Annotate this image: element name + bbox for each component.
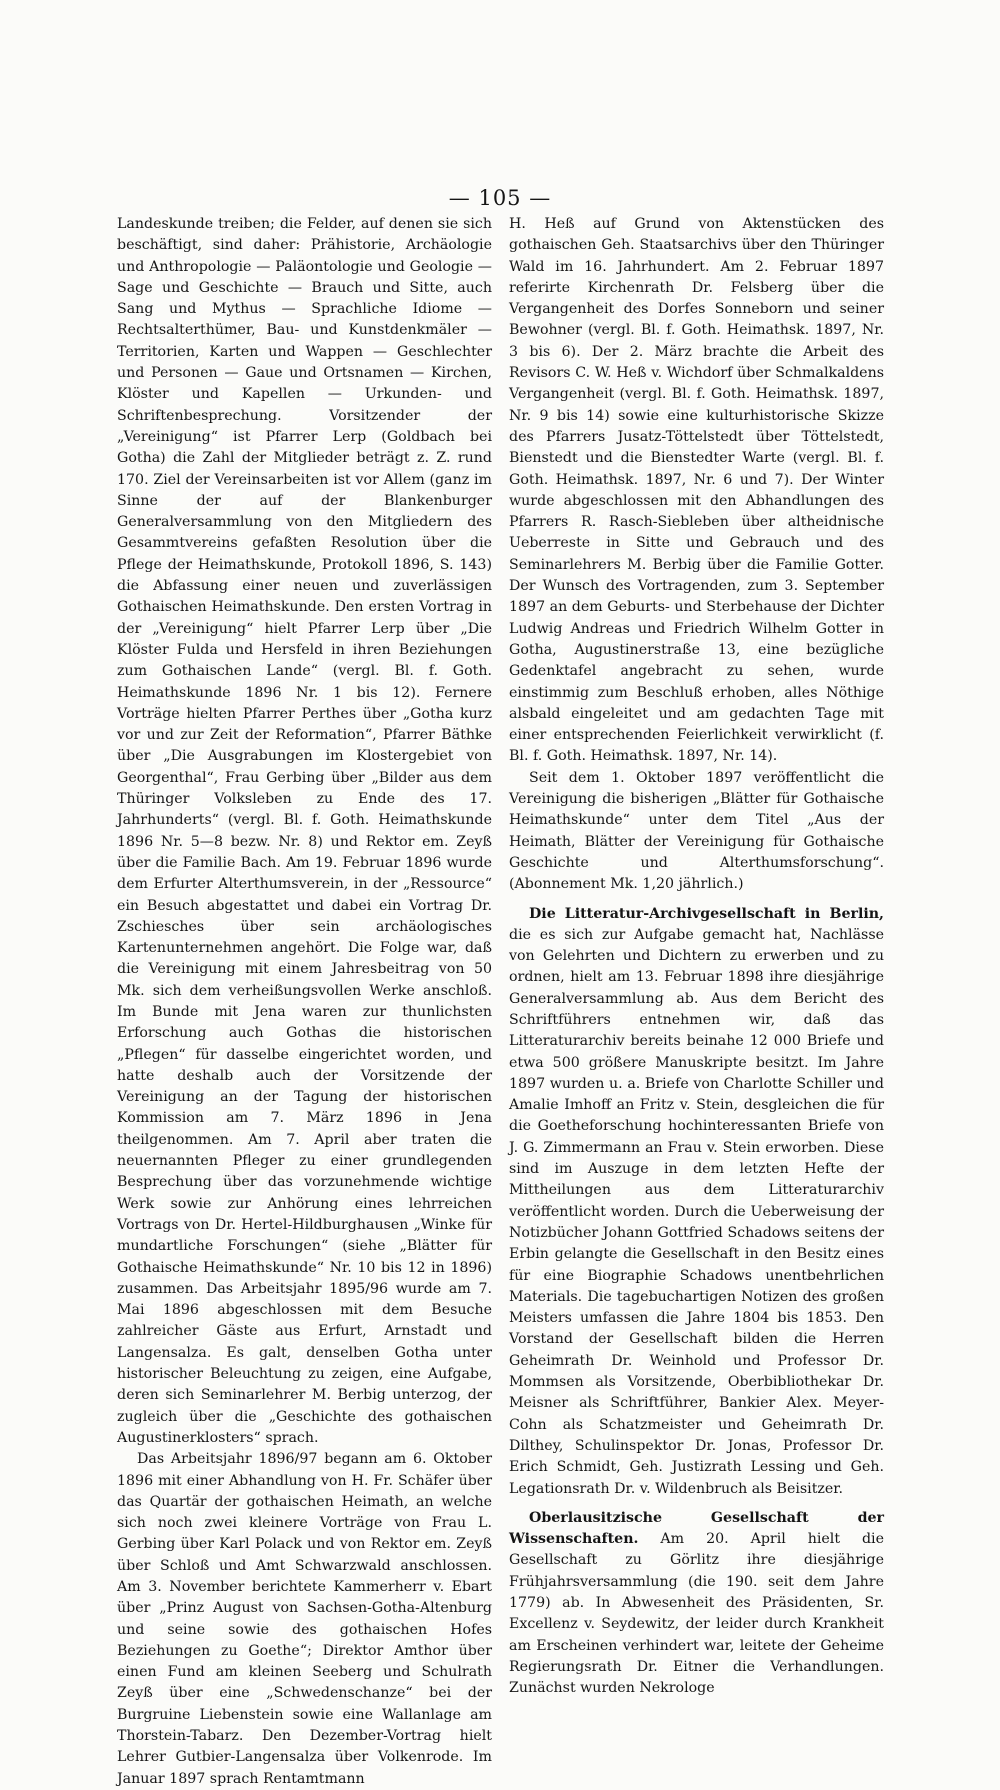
section-text: Am 20. April hielt die Gesellschaft zu Görlitz ihre diesjährige Frühjahrsversammlung (die 190. seit dem Jahre 1779) ab. In Abwesenheit des Präsidenten, Sr. Excellenz v. Seydewitz, der leider durch Krankheit am Erscheinen verhindert war, leitete der Geheime Regierungsrath Dr. Eitner die Verhandlungen. Zunächst wurden Nekrologe — [509, 1531, 884, 1697]
paragraph: Landeskunde treiben; die Felder, auf denen sie sich beschäftigt, sind daher: Prähistorie, Archäologie und Anthropologie — Paläontologie und Geologie — Sage und Geschichte — Brauch und Sitte, auch Sang und Mythus — Sprachliche Idiome — Rechtsalterthümer, Bau- und Kunstdenkmäler — Territorien, Karten und Wappen — Geschlechter und Personen — Gaue und Ortsnamen — Kirchen, Klöster und Kapellen — Urkunden- und Schriftenbesprechung. Vorsitzender der „Vereinigung“ ist Pfarrer Lerp (Goldbach bei Gotha) die Zahl der Mitglieder beträgt z. Z. rund 170. Ziel der Vereinsarbeiten ist vor Allem (ganz im Sinne der auf der Blankenburger Generalversammlung von den Mitgliedern des Gesammtvereins gefaßten Resolution über die Pflege der Heimathskunde, Protokoll 1896, S. 143) die Abfassung einer neuen und zuverlässigen Gothaischen Heimathskunde. Den ersten Vortrag in der „Vereinigung“ hielt Pfarrer Lerp über „Die Klöster Fulda und Hersfeld in ihren Beziehungen zum Gothaischen Lande“ (vergl. Bl. f. Goth. Heimathskunde 1896 Nr. 1 bis 12). Fernere Vorträge hielten Pfarrer Perthes über „Gotha kurz vor und zur Zeit der Reformation“, Pfarrer Bäthke über „Die Ausgrabungen im Klostergebiet von Georgenthal“, Frau Gerbing über „Bilder aus dem Thüringer Volksleben zu Ende des 17. Jahrhunderts“ (vergl. Bl. f. Goth. Heimathskunde 1896 Nr. 5—8 bezw. Nr. 8) und Rektor em. Zeyß über die Familie Bach. Am 19. Februar 1896 wurde dem Erfurter Alterthumsverein, in der „Ressource“ ein Besuch abgestattet und dabei ein Vortrag Dr. Zschiesches über sein archäologisches Kartenunternehmen angehört. Die Folge war, daß die Vereinigung mit einem Jahresbeitrag von 50 Mk. sich dem verheißungsvollen Werke anschloß. Im Bunde mit Jena waren zur thunlichsten Erforschung auch Gothas die historischen „Pflegen“ für dasselbe eingerichtet worden, und hatte deshalb auch der Vorsitzende der Vereinigung an der Tagung der historischen Kommission am 7. März 1896 in Jena theilgenommen. Am 7. April aber traten die neuernannten Pfleger zu einer grundlegenden Besprechung über das vorzunehmende wichtige Werk sowie zur Anhörung eines lehrreichen Vortrags von Dr. Hertel-Hildburghausen „Winke für mundartliche Forschungen“ (siehe „Blätter für Gothaische Heimathskunde“ Nr. 10 bis 12 in 1896) zusammen. Das Arbeitsjahr 1895/96 wurde am 7. Mai 1896 abgeschlossen mit dem Besuche zahlreicher Gäste aus Erfurt, Arnstadt und Langensalza. Es galt, denselben Gotha unter historischer Beleuchtung zu zeigen, eine Aufgabe, deren sich Seminarlehrer M. Berbig unterzog, der zugleich über die „Geschichte des gothaischen Augustinerklosters“ sprach. — [117, 216, 492, 1446]
section-heading: Die Litteratur-Archivgesellschaft in Berlin, — [529, 905, 884, 922]
section-heading: Oberlausitzische Gesellschaft der Wissenschaften. — [509, 1509, 884, 1548]
paragraph: H. Heß auf Grund von Aktenstücken des gothaischen Geh. Staatsarchivs über den Thüringer Wald im 16. Jahrhundert. Am 2. Februar 1897 referirte Kirchenrath Dr. Felsberg über die Vergangenheit des Dorfes Sonneborn und seiner Bewohner (vergl. Bl. f. Goth. Heimathsk. 1897, Nr. 3 bis 6). Der 2. März brachte die Arbeit des Revisors C. W. Heß v. Wichdorf über Schmalkaldens Vergangenheit (vergl. Bl. f. Goth. Heimathsk. 1897, Nr. 9 bis 14) sowie eine kulturhistorische Skizze des Pfarrers Jusatz-Töttelstedt über Töttelstedt, Bienstedt und die Bienstedter Warte (vergl. Bl. f. Goth. Heimathsk. 1897, Nr. 6 und 7). Der Winter wurde abgeschlossen mit den Abhandlungen des Pfarrers R. Rasch-Siebleben über altheidnische Ueberreste in Sitte und Gebrauch und des Seminarlehrers M. Berbig über die Familie Gotter. Der Wunsch des Vortragenden, zum 3. September 1897 an dem Geburts- und Sterbehause der Dichter Ludwig Andreas und Friedrich Wilhelm Gotter in Gotha, Augustinerstraße 13, eine bezügliche Gedenktafel angebracht zu sehen, wurde einstimmig zum Beschluß erhoben, alles Nöthige alsbald eingeleitet und am gedachten Tage mit einer entsprechenden Feierlichkeit verwirklicht (f. Bl. f. Goth. Heimathsk. 1897, Nr. 14). — [509, 216, 884, 765]
section-text: die es sich zur Aufgabe gemacht hat, Nachlässe von Gelehrten und Dichtern zu erwerben und zu ordnen, hielt am 13. Februar 1898 ihre diesjährige Generalversammlung ab. Aus dem Bericht des Schriftführers entnehmen wir, daß das Litteraturarchiv bereits beinahe 12 000 Briefe und etwa 500 größere Manuskripte besitzt. Im Jahre 1897 wurden u. a. Briefe von Charlotte Schiller und Amalie Imhoff an Fritz v. Stein, desgleichen die für die Goetheforschung hochinteressanten Briefe von J. G. Zimmermann an Frau v. Stein erworben. Diese sind im Auszuge in dem letzten Hefte der Mittheilungen aus dem Litteraturarchiv veröffentlicht worden. Durch die Ueberweisung der Notizbücher Johann Gottfried Schadows seitens der Erbin gelangte die Gesellschaft in den Besitz eines für eine Biographie Schadows unentbehrlichen Materials. Die tagebuchartigen Notizen des großen Meisters umfassen die Jahre 1804 bis 1853. Den Vorstand der Gesellschaft bilden die Herren Geheimrath Dr. Weinhold und Professor Dr. Mommsen als Vorsitzende, Oberbibliothekar Dr. Meisner als Schriftführer, Bankier Alex. Meyer-Cohn als Schatzmeister und Geheimrath Dr. Dilthey, Schulinspektor Dr. Jonas, Professor Dr. Erich Schmidt, Geh. Justizrath Lessing und Geh. Legationsrath Dr. v. Wildenbruch als Beisitzer. — [509, 926, 884, 1497]
page-number: — 105 — — [448, 186, 552, 210]
section-paragraph — [509, 904, 884, 1500]
paragraph: Seit dem 1. Oktober 1897 veröffentlicht die Vereinigung die bisherigen „Blätter für Gothaische Heimathskunde“ unter dem Titel „Aus der Heimath, Blätter der Vereinigung für Gothaische Geschichte und Alterthumsforschung“. (Abonnement Mk. 1,20 jährlich.) — [509, 769, 884, 893]
section-paragraph — [509, 1508, 884, 1700]
paragraph: Das Arbeitsjahr 1896/97 begann am 6. Oktober 1896 mit einer Abhandlung von H. Fr. Schäfer über das Quartär der gothaischen Heimath, an welche sich noch zwei kleinere Vorträge von Frau L. Gerbing über Karl Polack und von Rektor em. Zeyß über Schloß und Amt Schwarzwald anschlossen. Am 3. November berichtete Kammerherr v. Ebart über „Prinz August von Sachsen-Gotha-Altenburg und seine sowie des gothaischen Hofes Beziehungen zu Goethe“; Direktor Amthor über einen Fund am kleinen Seeberg und Schulrath Zeyß über eine „Schwedenschanze“ bei der Burgruine Liebenstein sowie eine Wallanlage am Thorstein-Tabarz. Den Dezember-Vortrag hielt Lehrer Gutbier-Langensalza über Volkenrode. Im Januar 1897 sprach Rentamtmann — [117, 1451, 492, 1787]
right-column — [509, 214, 884, 1699]
left-column — [117, 214, 492, 1790]
